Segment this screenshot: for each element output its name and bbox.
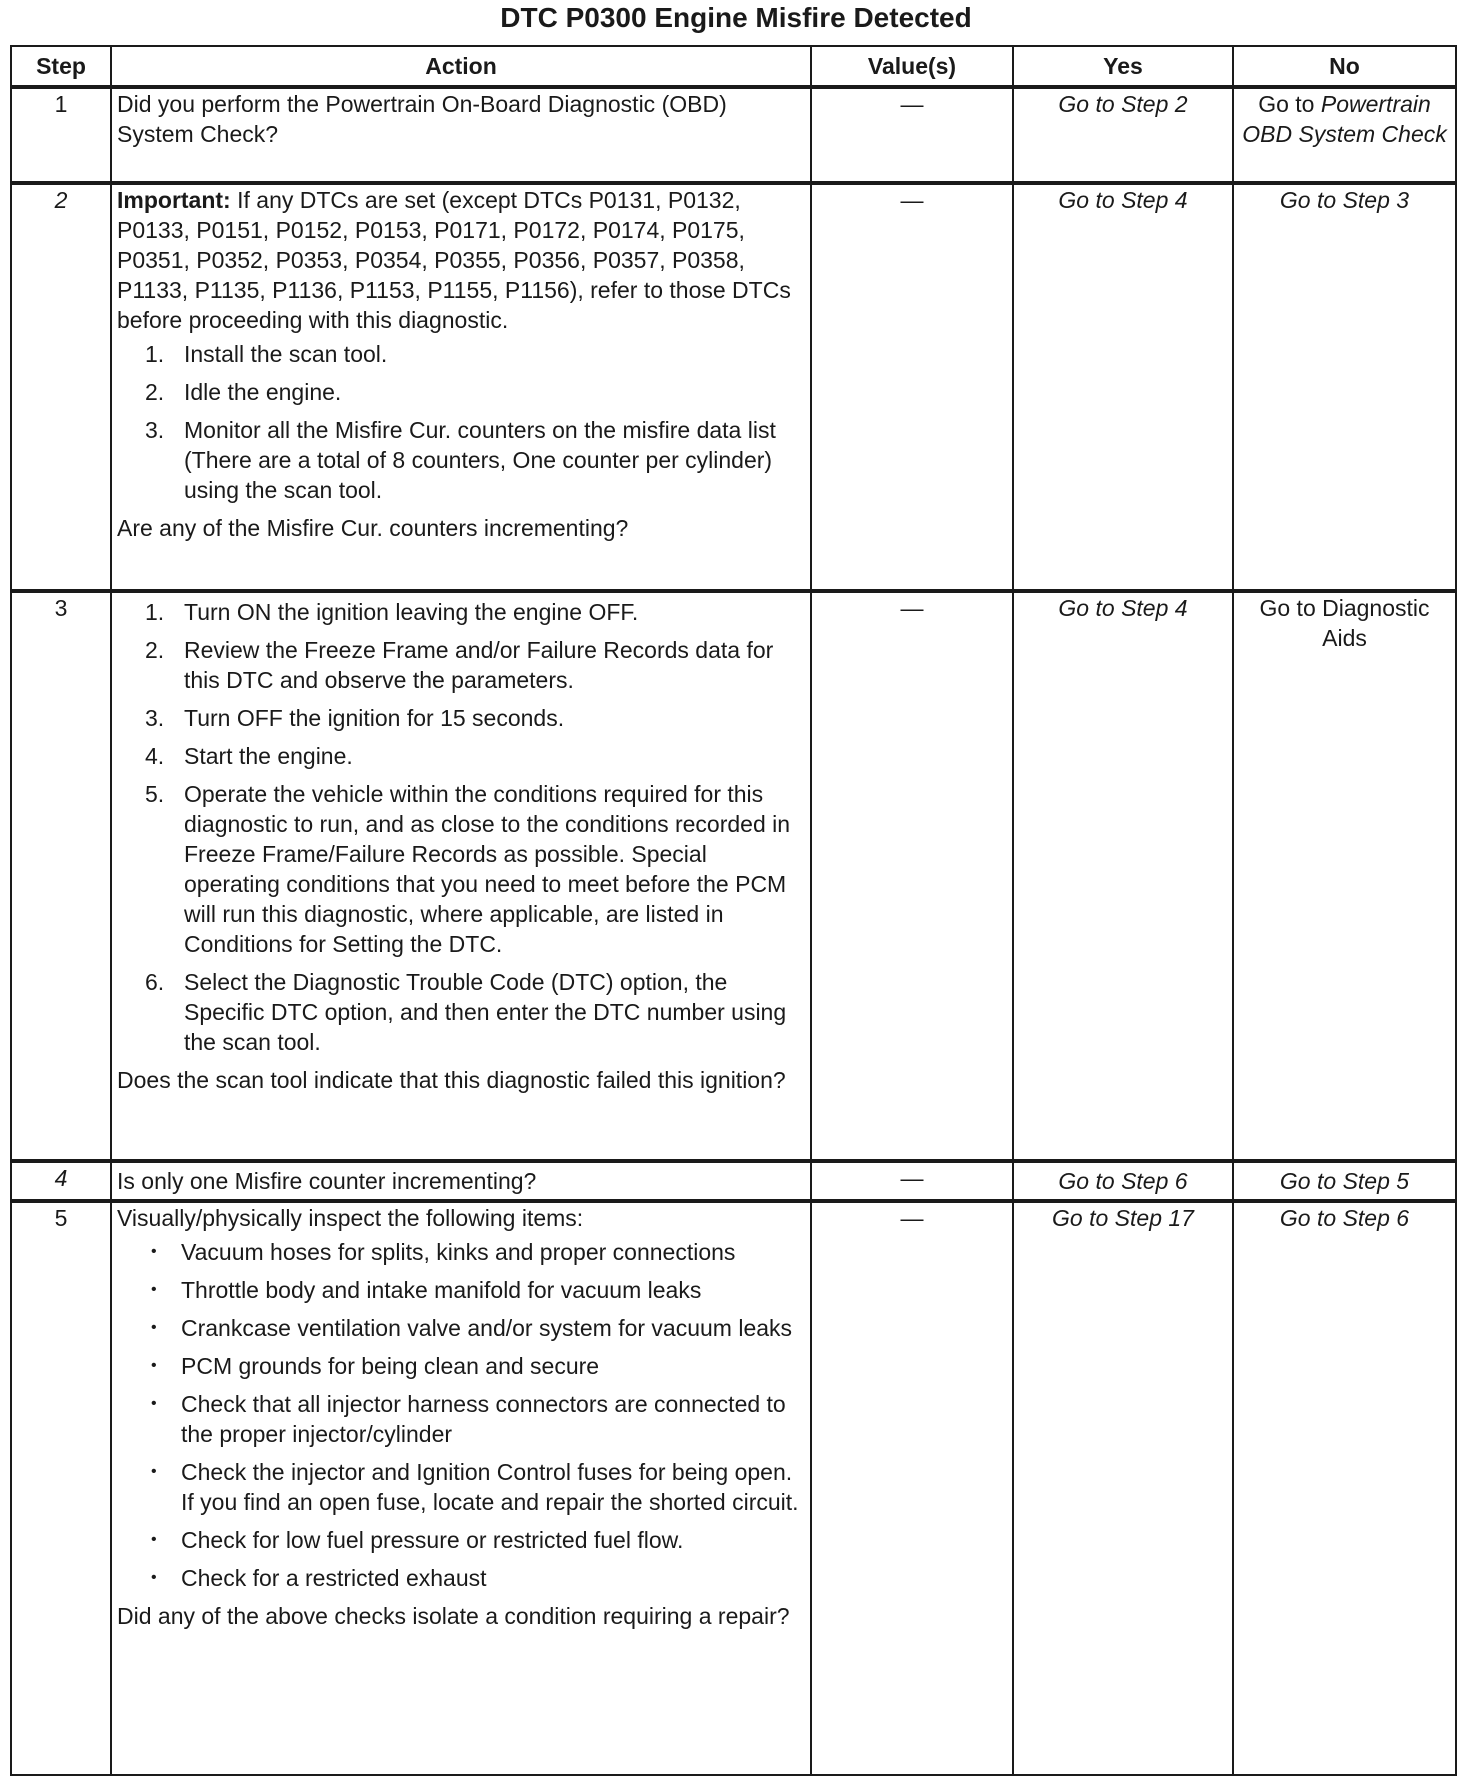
- list-item: • Throttle body and intake manifold for vacuum leaks: [151, 1277, 702, 1303]
- header-no: No: [1233, 46, 1456, 87]
- action-intro: Visually/physically inspect the following items:: [117, 1205, 584, 1231]
- goto-link[interactable]: Go to Step 2: [1058, 91, 1188, 117]
- no-cell: [1233, 87, 1456, 183]
- important-label: Important:: [117, 187, 231, 213]
- header-step: Step: [11, 46, 111, 87]
- yes-cell: [1013, 183, 1233, 591]
- goto-link[interactable]: Go to Diagnostic Aids: [1259, 595, 1430, 651]
- list-item: 3. Turn OFF the ignition for 15 seconds.: [145, 705, 565, 731]
- action-question: Are any of the Misfire Cur. counters incrementing?: [117, 515, 629, 541]
- step-list: [117, 597, 805, 1057]
- list-item: 3. Monitor all the Misfire Cur. counters on the misfire data list (There are a total of 8 counters, One counter per cylinder) using the scan tool.: [145, 417, 776, 503]
- list-item: • PCM grounds for being clean and secure: [151, 1353, 600, 1379]
- header-values: Value(s): [811, 46, 1013, 87]
- no-cell: [1233, 591, 1456, 1161]
- important-note: [117, 185, 805, 335]
- table-row-step-1: [11, 87, 1456, 183]
- list-item: 2. Idle the engine.: [145, 379, 342, 405]
- table-header-row: [11, 46, 1456, 87]
- list-item: • Check that all injector harness connectors are connected to the proper injector/cylinder: [151, 1391, 786, 1447]
- yes-cell: [1013, 1201, 1233, 1775]
- step-number: 4: [11, 1161, 111, 1201]
- goto-link[interactable]: Go to Step 3: [1279, 187, 1410, 213]
- goto-link[interactable]: Go to Step 6: [1058, 1168, 1188, 1194]
- yes-cell: [1013, 87, 1233, 183]
- goto-link[interactable]: Powertrain OBD System Check: [1242, 91, 1447, 147]
- action-text: [111, 591, 811, 1161]
- no-cell: [1233, 1201, 1456, 1775]
- list-item: 6. Select the Diagnostic Trouble Code (DTC) option, the Specific DTC option, and then enter the DTC number using the scan tool.: [145, 969, 787, 1055]
- no-cell: [1233, 183, 1456, 591]
- action-text: [111, 87, 811, 183]
- action-text: [111, 183, 811, 591]
- value-cell: —: [811, 87, 1013, 183]
- step-number: 3: [11, 591, 111, 1161]
- table-row-step-2: [11, 183, 1456, 591]
- list-item: 5. Operate the vehicle within the conditions required for this diagnostic to run, and as close to the conditions recorded in Freeze Frame/Failure Records as possible. Special operating conditions that you need to meet before the PCM will run this diagnostic, where applicable, are listed in Conditions for Setting the DTC.: [145, 781, 791, 957]
- page-title: DTC P0300 Engine Misfire Detected: [500, 2, 972, 33]
- list-item: • Check the injector and Ignition Control fuses for being open. If you find an open fuse, locate and repair the shorted circuit.: [151, 1459, 799, 1515]
- goto-link[interactable]: Go to Step 5: [1279, 1168, 1410, 1194]
- goto-link[interactable]: Go to Step 6: [1279, 1205, 1410, 1231]
- table-row-step-4: [11, 1161, 1456, 1201]
- step-number: 5: [11, 1201, 111, 1775]
- yes-cell: [1013, 1161, 1233, 1201]
- list-item: • Crankcase ventilation valve and/or system for vacuum leaks: [151, 1315, 793, 1341]
- header-yes: Yes: [1013, 46, 1233, 87]
- action-text: [111, 1201, 811, 1775]
- goto-link[interactable]: Go to Step 4: [1058, 187, 1188, 213]
- goto-link[interactable]: Go to Step 17: [1052, 1205, 1194, 1231]
- list-item: 4. Start the engine.: [145, 743, 353, 769]
- goto-prefix: Go to: [1258, 91, 1315, 117]
- check-list: [117, 1237, 805, 1593]
- table-row-step-5: [11, 1201, 1456, 1775]
- list-item: • Check for a restricted exhaust: [151, 1565, 487, 1591]
- yes-cell: [1013, 591, 1233, 1161]
- value-cell: —: [811, 1201, 1013, 1775]
- action-text: [111, 1161, 811, 1201]
- value-cell: —: [811, 1161, 1013, 1201]
- list-item: • Check for low fuel pressure or restricted fuel flow.: [151, 1527, 684, 1553]
- goto-link[interactable]: Go to Step 4: [1058, 595, 1188, 621]
- list-item: • Vacuum hoses for splits, kinks and proper connections: [151, 1239, 736, 1265]
- important-text: If any DTCs are set (except DTCs P0131, P0132, P0133, P0151, P0152, P0153, P0171, P0172, P0174, P0175, P0351, P0352, P0353, P0354, P0355, P0356, P0357, P0358, P1133, P1135, P1136, P1153, P1155, P1156), refer to those DTCs before proceeding with this diagnostic.: [117, 187, 791, 333]
- action-question: Did any of the above checks isolate a condition requiring a repair?: [117, 1603, 790, 1629]
- action-question: Does the scan tool indicate that this diagnostic failed this ignition?: [117, 1067, 786, 1093]
- step-list: [117, 339, 805, 505]
- action-question: Is only one Misfire counter incrementing?: [117, 1168, 537, 1194]
- list-item: 1. Install the scan tool.: [145, 341, 388, 367]
- table-row-step-3: [11, 591, 1456, 1161]
- step-number: 2: [11, 183, 111, 591]
- list-item: 1. Turn ON the ignition leaving the engine OFF.: [145, 599, 639, 625]
- diagnostic-table: [10, 45, 1457, 1776]
- header-action: Action: [111, 46, 811, 87]
- no-cell: [1233, 1161, 1456, 1201]
- step-number: 1: [11, 87, 111, 183]
- action-question: Did you perform the Powertrain On-Board Diagnostic (OBD) System Check?: [117, 91, 727, 147]
- value-cell: —: [811, 183, 1013, 591]
- value-cell: —: [811, 591, 1013, 1161]
- list-item: 2. Review the Freeze Frame and/or Failure Records data for this DTC and observe the parameters.: [145, 637, 774, 693]
